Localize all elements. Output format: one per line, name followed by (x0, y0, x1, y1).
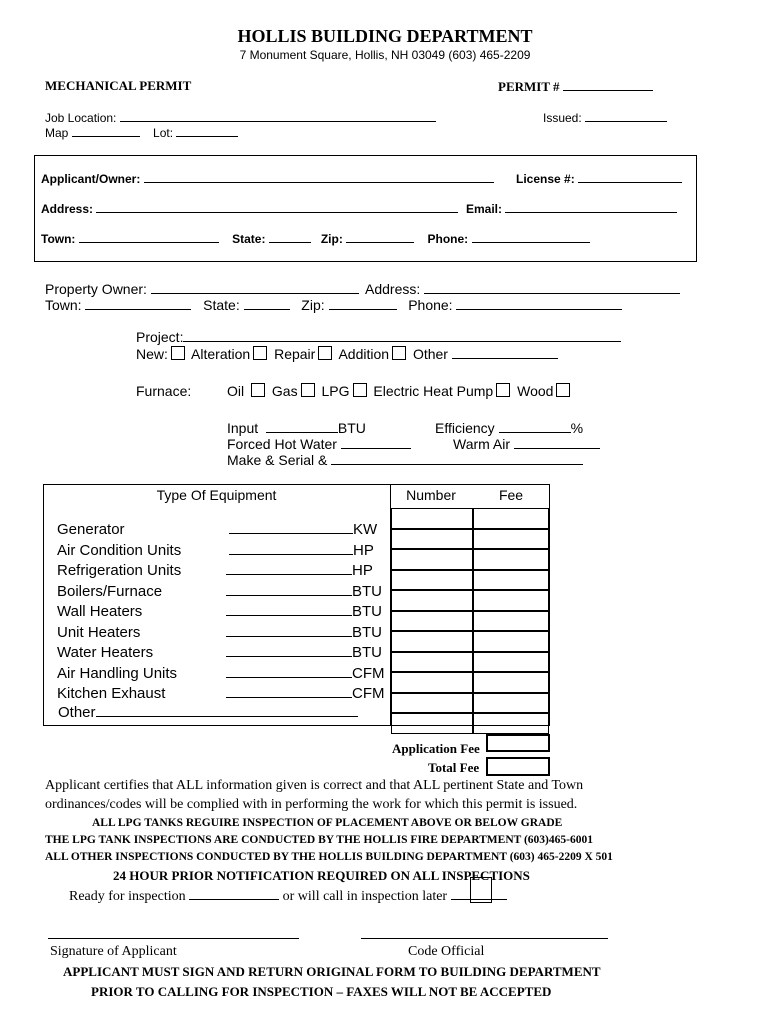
property-zip-label: Zip: (301, 297, 325, 313)
equipment-type-label: Boilers/Furnace (57, 582, 163, 600)
efficiency-field[interactable] (435, 420, 583, 436)
efficiency-label: Efficiency (435, 420, 495, 436)
equipment-type-label: Kitchen Exhaust (57, 685, 166, 702)
equipment-type-label: Generator (57, 521, 125, 538)
addition-checkbox[interactable] (392, 346, 406, 360)
equipment-rating-field[interactable] (229, 521, 377, 538)
equipment-rating-field[interactable] (226, 583, 382, 600)
equipment-other-field[interactable] (58, 704, 358, 721)
equipment-unit: HP (352, 562, 373, 579)
license-field[interactable] (516, 170, 682, 186)
input-field[interactable] (227, 420, 366, 436)
certification-line-2: ordinances/codes will be complied with in performing the work for which this permit is issued. (45, 797, 578, 812)
equipment-number-cell[interactable] (391, 570, 473, 591)
equipment-rating-field[interactable] (226, 624, 382, 641)
zip-label: Zip: (320, 232, 343, 246)
code-official-label: Code Official (408, 944, 485, 959)
applicant-signature-line[interactable] (48, 938, 299, 939)
input-label: Input (227, 420, 259, 436)
property-town-label: Town: (45, 297, 82, 313)
wood-checkbox[interactable] (556, 383, 570, 397)
official-signature-line[interactable] (361, 938, 608, 939)
furnace-label: Furnace: (136, 383, 192, 399)
equipment-rating-field[interactable] (229, 542, 374, 559)
lpg-fire-dept-notice: THE LPG TANK INSPECTIONS ARE CONDUCTED BY THE HOLLIS FIRE DEPARTMENT (603)465-6001 (45, 834, 593, 846)
lpg-tank-notice: ALL LPG TANKS REGUIRE INSPECTION OF PLACEMENT ABOVE OR BELOW GRADE (92, 817, 563, 829)
other-label: Other (412, 346, 448, 362)
department-address: 7 Monument Square, Hollis, NH 03049 (603) 465-2209 (239, 48, 531, 62)
repair-label: Repair (274, 346, 316, 362)
total-fee-label: Total Fee (428, 760, 480, 775)
equipment-number-cell[interactable] (391, 508, 473, 529)
equipment-unit: CFM (352, 685, 385, 702)
property-address-field[interactable] (365, 281, 680, 297)
new-checkbox[interactable] (171, 346, 185, 360)
other-input[interactable] (452, 346, 558, 359)
equipment-fee-cell[interactable] (473, 672, 549, 693)
equipment-unit: BTU (352, 623, 382, 641)
property-town-row[interactable] (45, 297, 622, 313)
equipment-type-label: Water Heaters (57, 644, 154, 661)
equipment-fee-cell[interactable] (473, 693, 549, 714)
application-fee-input[interactable] (486, 734, 550, 752)
equipment-rating-field[interactable] (226, 644, 382, 661)
equipment-number-cell[interactable] (391, 611, 473, 632)
map-label: Map (45, 126, 69, 140)
equipment-number-cell[interactable] (391, 693, 473, 714)
alteration-label: Alteration (191, 346, 251, 362)
new-label: New: (136, 346, 168, 362)
applicant-signature-label: Signature of Applicant (50, 944, 177, 959)
permit-number-field[interactable] (498, 78, 653, 95)
equipment-rating-field[interactable] (226, 685, 385, 702)
equipment-unit: KW (353, 521, 378, 538)
permit-type: MECHANICAL PERMIT (45, 78, 192, 93)
property-address-label: Address: (365, 281, 421, 297)
equipment-unit: BTU (352, 582, 382, 600)
page-title: HOLLIS BUILDING DEPARTMENT (237, 26, 533, 46)
equipment-fee-cell[interactable] (473, 631, 549, 652)
email-label: Email: (466, 202, 503, 216)
oil-label: Oil (227, 383, 245, 399)
applicant-owner-field[interactable] (41, 170, 494, 186)
footer-line-1: APPLICANT MUST SIGN AND RETURN ORIGINAL FORM TO BUILDING DEPARTMENT (63, 964, 601, 979)
lpg-checkbox[interactable] (353, 383, 367, 397)
project-type-row (136, 346, 558, 362)
percent-unit: % (570, 420, 584, 436)
make-serial-label: Make & Serial & (227, 452, 328, 468)
issued-label: Issued: (543, 111, 582, 125)
equipment-type-label: Unit Heaters (57, 623, 141, 641)
equipment-fee-cell[interactable] (473, 611, 549, 632)
equipment-header-number: Number (406, 487, 456, 503)
equipment-rating-field[interactable] (226, 603, 382, 620)
furnace-options (227, 383, 573, 399)
certification-line-1: Applicant certifies that ALL information given is correct and that ALL pertinent State and Town (45, 778, 584, 793)
equipment-number-cell[interactable] (391, 631, 473, 652)
warm-air-field[interactable] (453, 436, 600, 452)
btu-unit: BTU (337, 420, 366, 436)
project-label: Project: (136, 329, 184, 345)
equipment-fee-cell[interactable] (473, 570, 549, 591)
total-fee-input[interactable] (486, 757, 550, 776)
make-serial-field[interactable] (227, 452, 583, 468)
equipment-rating-field[interactable] (226, 562, 373, 579)
equipment-other-label: Other (58, 704, 96, 721)
equipment-type-label: Wall Heaters (57, 603, 143, 620)
equipment-number-cell[interactable] (391, 713, 473, 734)
electric-heat-pump-checkbox[interactable] (496, 383, 510, 397)
ready-for-inspection-field[interactable] (69, 887, 507, 905)
property-phone-label: Phone: (408, 297, 453, 313)
issued-field[interactable] (543, 109, 667, 125)
lpg-label: LPG (321, 383, 350, 399)
will-call-checkbox[interactable] (470, 877, 492, 903)
applicant-address-label: Address: (41, 202, 94, 216)
state-label: State: (232, 232, 266, 246)
permit-number-label: PERMIT # (498, 79, 560, 94)
license-label: License #: (516, 172, 575, 186)
equipment-rating-field[interactable] (226, 665, 385, 682)
gas-checkbox[interactable] (301, 383, 315, 397)
equipment-unit: CFM (352, 664, 385, 682)
application-fee-label: Application Fee (392, 741, 480, 756)
email-field[interactable] (466, 200, 677, 216)
equipment-fee-cell[interactable] (473, 529, 549, 550)
ready-label: Ready for inspection (69, 889, 186, 904)
equipment-fee-cell[interactable] (473, 508, 549, 529)
lot-label: Lot: (153, 126, 174, 140)
forced-hot-water-label: Forced Hot Water (227, 436, 337, 452)
forced-hot-water-field[interactable] (227, 436, 411, 452)
property-state-label: State: (203, 297, 240, 313)
applicant-address-field[interactable] (41, 200, 458, 216)
equipment-number-cell[interactable] (391, 652, 473, 673)
alteration-checkbox[interactable] (253, 346, 267, 360)
equipment-unit: BTU (352, 644, 382, 661)
job-location-field[interactable] (45, 109, 436, 125)
property-owner-label: Property Owner: (45, 281, 147, 297)
equipment-fee-cell[interactable] (473, 652, 549, 673)
gas-label: Gas (271, 383, 298, 399)
project-field[interactable] (136, 329, 621, 345)
warm-air-label: Warm Air (453, 436, 511, 452)
will-call-label: or will call in inspection later (282, 889, 448, 904)
equipment-fee-cell[interactable] (473, 549, 549, 570)
oil-checkbox[interactable] (251, 383, 265, 397)
repair-checkbox[interactable] (318, 346, 332, 360)
map-lot-field[interactable] (45, 124, 238, 140)
job-location-label: Job Location: (45, 111, 117, 125)
equipment-number-cell[interactable] (391, 672, 473, 693)
equipment-header-type: Type Of Equipment (156, 487, 277, 503)
equipment-type-label: Air Condition Units (57, 541, 182, 559)
equipment-header-fee: Fee (498, 487, 524, 503)
equipment-unit: BTU (352, 603, 382, 620)
footer-line-2: PRIOR TO CALLING FOR INSPECTION – FAXES WILL NOT BE ACCEPTED (91, 984, 552, 999)
equipment-type-label: Air Handling Units (57, 664, 178, 682)
equipment-fee-cell[interactable] (473, 713, 549, 734)
town-label: Town: (41, 232, 76, 246)
equipment-number-cell[interactable] (391, 590, 473, 611)
applicant-owner-label: Applicant/Owner: (41, 172, 141, 186)
electric-heat-pump-label: Electric Heat Pump (373, 383, 494, 399)
equipment-number-cell[interactable] (391, 529, 473, 550)
addition-label: Addition (338, 346, 390, 362)
applicant-town-row[interactable] (41, 230, 590, 246)
property-owner-field[interactable] (45, 281, 359, 297)
equipment-unit: HP (353, 541, 374, 559)
equipment-fee-cell[interactable] (473, 590, 549, 611)
wood-label: Wood (517, 383, 554, 399)
other-inspections-notice: ALL OTHER INSPECTIONS CONDUCTED BY THE HOLLIS BUILDING DEPARTMENT (603) 465-2209 X 501 (45, 851, 613, 863)
phone-label: Phone: (427, 232, 469, 246)
notification-notice: 24 HOUR PRIOR NOTIFICATION REQUIRED ON ALL INSPECTIONS (113, 868, 530, 883)
equipment-type-label: Refrigeration Units (57, 562, 182, 579)
equipment-number-cell[interactable] (391, 549, 473, 570)
